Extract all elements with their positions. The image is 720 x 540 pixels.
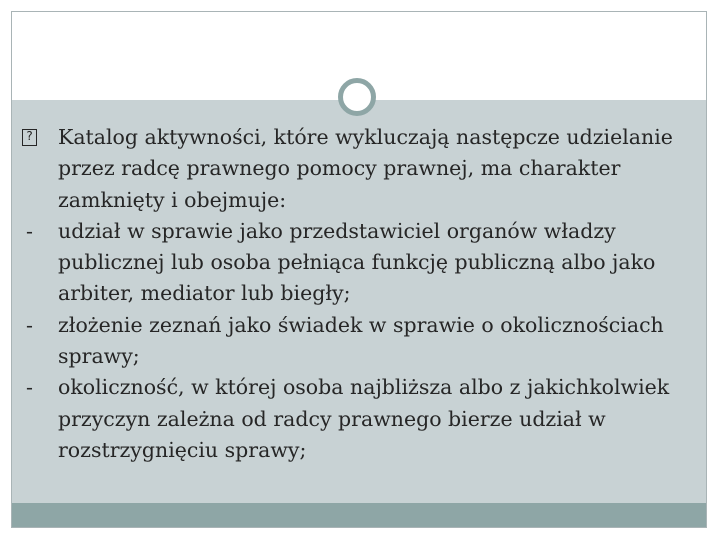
dash-marker: - [26, 375, 33, 400]
list-item [20, 372, 692, 466]
list-item-text: udział w sprawie jako przedstawiciel organów władzy publicznej lub osoba pełniąca funkcję publiczną albo jako arbiter, mediator lub biegły; [58, 218, 656, 306]
dash-marker: - [26, 218, 33, 243]
list-item [20, 216, 692, 310]
circle-ornament-icon [338, 78, 376, 116]
list-item-text: złożenie zeznań jako świadek w sprawie o okolicznościach sprawy; [58, 312, 664, 369]
dash-marker: - [26, 312, 33, 337]
intro-marker [20, 122, 58, 153]
slide-body [20, 122, 692, 466]
intro-text: Katalog aktywności, które wykluczają następcze udzielanie przez radcę prawnego pomocy prawnej, ma charakter zamknięty i obejmuje: [58, 125, 673, 212]
list-item-text: okoliczność, w której osoba najbliższa albo z jakichkolwiek przyczyn zależna od radcy prawnego bierze udział w rozstrzygnięciu sprawy; [58, 375, 670, 462]
footer-bar [12, 503, 706, 527]
replacement-character-icon [22, 129, 37, 146]
intro-paragraph [20, 122, 692, 216]
list-item [20, 310, 692, 373]
